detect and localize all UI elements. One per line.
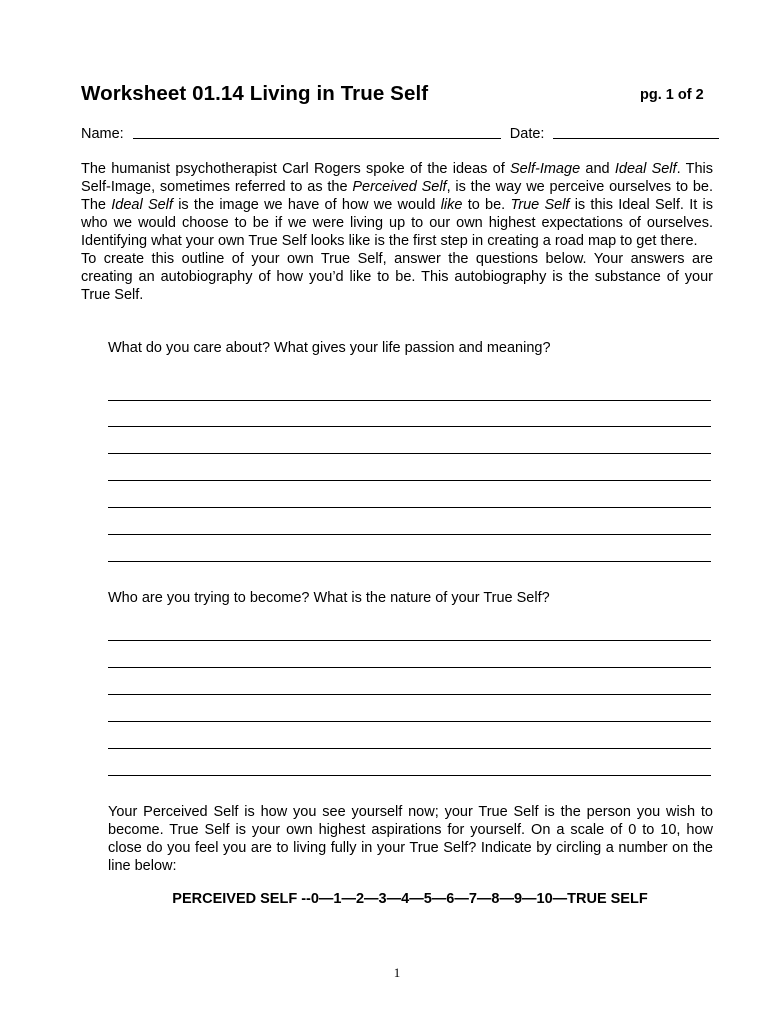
answer-line-q1-3[interactable] xyxy=(108,453,711,454)
question-1: What do you care about? What gives your life passion and meaning? xyxy=(108,340,551,356)
intro-paragraph-2: To create this outline of your own True Self, answer the questions below. Your answers are creating an autobiography of how you’d like to be. This autobiography is the substance of your True Self. xyxy=(81,251,713,303)
answer-line-q1-4[interactable] xyxy=(108,480,711,481)
answer-line-q1-5[interactable] xyxy=(108,507,711,508)
date-field[interactable] xyxy=(553,124,719,139)
name-field[interactable] xyxy=(133,124,501,139)
date-label: Date: xyxy=(509,126,545,142)
question-2: Who are you trying to become? What is the nature of your True Self? xyxy=(108,590,550,606)
scale-instructions: Your Perceived Self is how you see yourself now; your True Self is the person you wish to become. True Self is your own highest aspirations for yourself. On a scale of 0 to 10, how close do you feel you are to living fully in your True Self? Indicate by circling a number on the line below: xyxy=(108,804,713,874)
answer-line-q1-7[interactable] xyxy=(108,561,711,562)
answer-line-q2-1[interactable] xyxy=(108,640,711,641)
worksheet-title: Worksheet 01.14 Living in True Self xyxy=(81,82,429,105)
answer-line-q1-1[interactable] xyxy=(108,400,711,401)
answer-line-q2-4[interactable] xyxy=(108,721,711,722)
intro-paragraph-1: The humanist psychotherapist Carl Rogers spoke of the ideas of Self-Image and Ideal Self. This Self-Image, sometimes referred to as the Perceived Self, is the way we perceive ourselves to be. The Ideal Self is the image we have of how we would like to be. True Self is this Ideal Self. It is who we would choose to be if we were living up to our own highest expectations of ourselves. Identifying what your own True Self looks like is the first step in creating a road map to get there. xyxy=(81,161,714,249)
page-indicator: pg. 1 of 2 xyxy=(640,87,704,103)
answer-line-q2-3[interactable] xyxy=(108,694,711,695)
answer-line-q2-2[interactable] xyxy=(108,667,711,668)
name-date-row xyxy=(81,124,719,142)
intro-text xyxy=(81,160,713,304)
page-number: 1 xyxy=(393,965,401,980)
name-label: Name: xyxy=(81,126,124,142)
answer-line-q1-2[interactable] xyxy=(108,426,711,427)
answer-line-q2-5[interactable] xyxy=(108,748,711,749)
answer-line-q2-6[interactable] xyxy=(108,775,711,776)
answer-line-q1-6[interactable] xyxy=(108,534,711,535)
self-rating-scale[interactable]: PERCEIVED SELF --0—1—2—3—4—5—6—7—8—9—10—TRUE SELF xyxy=(172,891,648,907)
